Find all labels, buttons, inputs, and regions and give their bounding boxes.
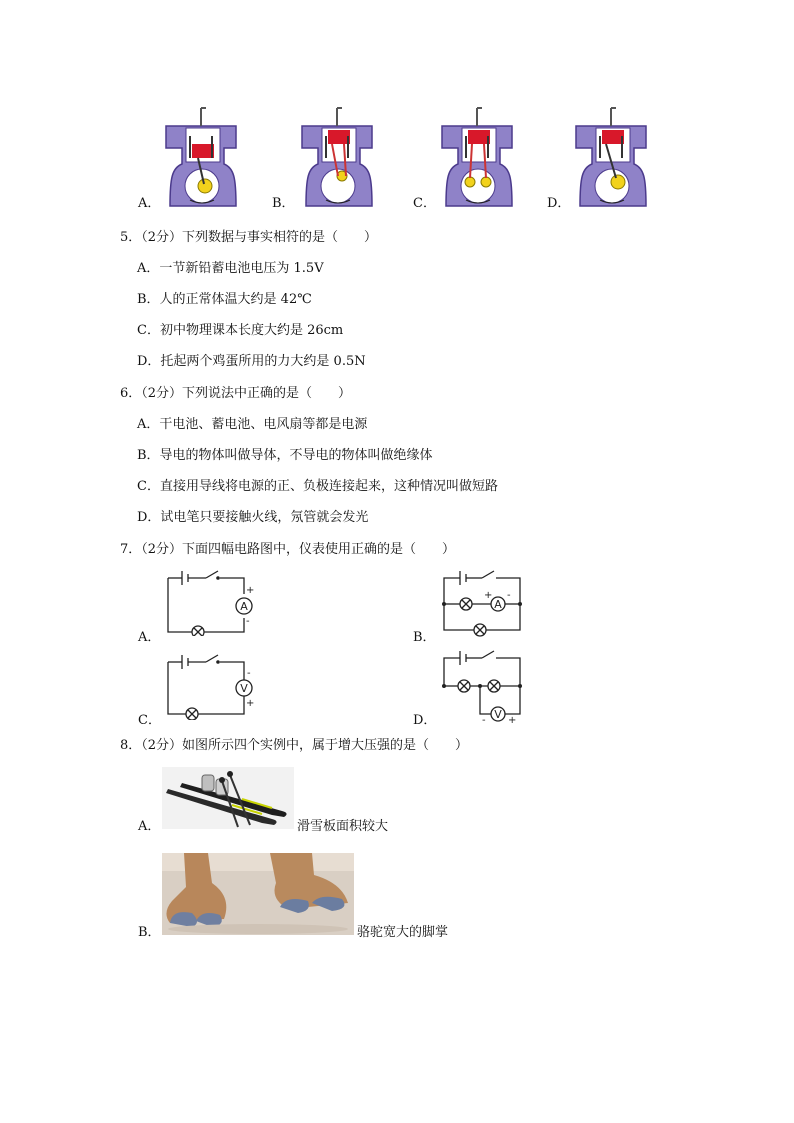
q8-option-b-caption: 骆驼宽大的脚掌 (357, 925, 449, 940)
circuit-diagram-d (438, 650, 528, 724)
circuit-d-minus: - (482, 715, 486, 724)
q6-stem: 6．（2分）下列说法中正确的是（ ） (120, 386, 352, 401)
circuit-diagram-c (160, 652, 260, 720)
q8-option-a-caption: 滑雪板面积较大 (297, 819, 389, 834)
q4-option-c-letter: C． (413, 196, 436, 211)
camel-feet-photo (162, 853, 354, 935)
engine-diagram-d (570, 106, 652, 210)
circuit-d-meter-label: V (494, 708, 502, 721)
circuit-c-meter-label: V (240, 682, 248, 695)
engine-diagram-a (160, 106, 242, 210)
circuit-a-minus: - (246, 616, 250, 627)
q6-option-d: D．试电笔只要接触火线，氖管就会发光 (137, 510, 369, 525)
q8-option-b-letter: B． (138, 925, 161, 940)
q7-option-c-letter: C． (138, 713, 161, 728)
circuit-a-plus: + (246, 585, 255, 596)
circuit-c-plus: + (246, 698, 255, 709)
q4-option-b-letter: B． (272, 196, 295, 211)
circuit-b-minus: - (507, 590, 511, 601)
circuit-diagram-b (438, 568, 528, 638)
circuit-b-plus: + (484, 590, 493, 601)
q4-option-d-letter: D． (547, 196, 571, 211)
q8-option-a-letter: A． (138, 819, 161, 834)
circuit-a-meter-label: A (240, 600, 248, 613)
circuit-b-meter-label: A (494, 598, 502, 611)
q6-option-a: A．干电池、蓄电池、电风扇等都是电源 (137, 417, 368, 432)
engine-diagram-b (296, 106, 378, 210)
q8-stem: 8．（2分）如图所示四个实例中，属于增大压强的是（ ） (120, 738, 469, 753)
circuit-d-plus: + (508, 715, 517, 724)
circuit-c-minus: - (247, 668, 251, 679)
q7-stem: 7．（2分）下面四幅电路图中，仪表使用正确的是（ ） (120, 542, 456, 557)
q7-option-a-letter: A． (138, 630, 161, 645)
engine-diagram-c (436, 106, 518, 210)
circuit-diagram-a (160, 568, 260, 636)
q5-option-b: B．人的正常体温大约是 42℃ (137, 292, 312, 307)
q4-option-a-letter: A． (138, 196, 161, 211)
q5-option-a: A．一节新铅蓄电池电压为 1.5V (137, 261, 324, 276)
q6-option-c: C．直接用导线将电源的正、负极连接起来，这种情况叫做短路 (137, 479, 498, 494)
q7-option-b-letter: B． (413, 630, 436, 645)
q5-option-c: C．初中物理课本长度大约是 26cm (137, 323, 344, 338)
q5-stem: 5．（2分）下列数据与事实相符的是（ ） (120, 230, 378, 245)
q6-option-b: B．导电的物体叫做导体，不导电的物体叫做绝缘体 (137, 448, 433, 463)
q5-option-d: D．托起两个鸡蛋所用的力大约是 0.5N (137, 354, 366, 369)
skis-photo (162, 767, 294, 829)
q7-option-d-letter: D． (413, 713, 437, 728)
